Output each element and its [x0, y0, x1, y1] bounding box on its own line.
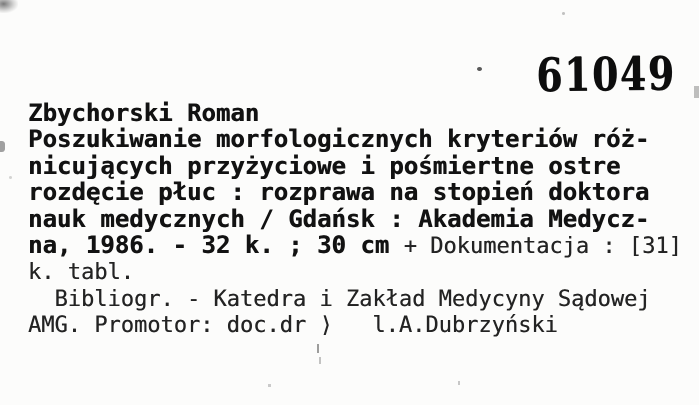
scan-artifact-dot — [268, 384, 271, 387]
card-text-segment: Poszukiwanie morfologicznych kryteriów róż- — [28, 125, 650, 154]
card-text-segment: Bibliogr. - Katedra i Zakład Medycyny Sądowej — [28, 286, 651, 312]
scan-artifact-faded-mark — [317, 344, 319, 353]
card-text-block — [28, 100, 682, 338]
card-text-segment: + Dokumentacja : [31] — [403, 233, 682, 259]
card-text-segment: na, 1986. - 32 k. ; 30 cm — [28, 230, 404, 259]
card-line — [28, 311, 682, 337]
card-text-segment: nauk medycznych / Gdańsk : Akademia Medycz- — [28, 204, 650, 233]
card-text-segment: rozdęcie płuc : rozprawa na stopień doktora — [28, 178, 650, 207]
scan-artifact-edge-tick — [0, 141, 5, 152]
scan-artifact-corner-smudge — [0, 0, 18, 13]
card-line — [28, 179, 682, 205]
card-line — [28, 285, 682, 311]
card-line — [28, 232, 682, 258]
card-line — [28, 100, 682, 126]
scan-artifact-faded-mark — [319, 357, 321, 364]
scan-artifact-dot — [562, 12, 565, 15]
card-line — [28, 153, 682, 179]
scan-artifact-dot — [458, 381, 460, 385]
card-line — [28, 258, 682, 284]
scan-artifact-right-edge — [694, 86, 699, 98]
accession-number-stamp: 61049 — [536, 46, 676, 102]
card-text-segment: Zbychorski Roman — [28, 99, 260, 127]
card-text-segment: k. tabl. — [28, 260, 134, 286]
card-text-segment: nicujących przyżyciowe i pośmiertne ostre — [28, 151, 621, 180]
scan-artifact-dot — [477, 67, 482, 71]
scan-artifact-dot — [9, 176, 12, 179]
card-text-segment: AMG. Promotor: doc.dr ⟩ l.A.Dubrzyński — [28, 313, 558, 339]
card-line — [28, 206, 682, 232]
card-line — [28, 126, 682, 152]
